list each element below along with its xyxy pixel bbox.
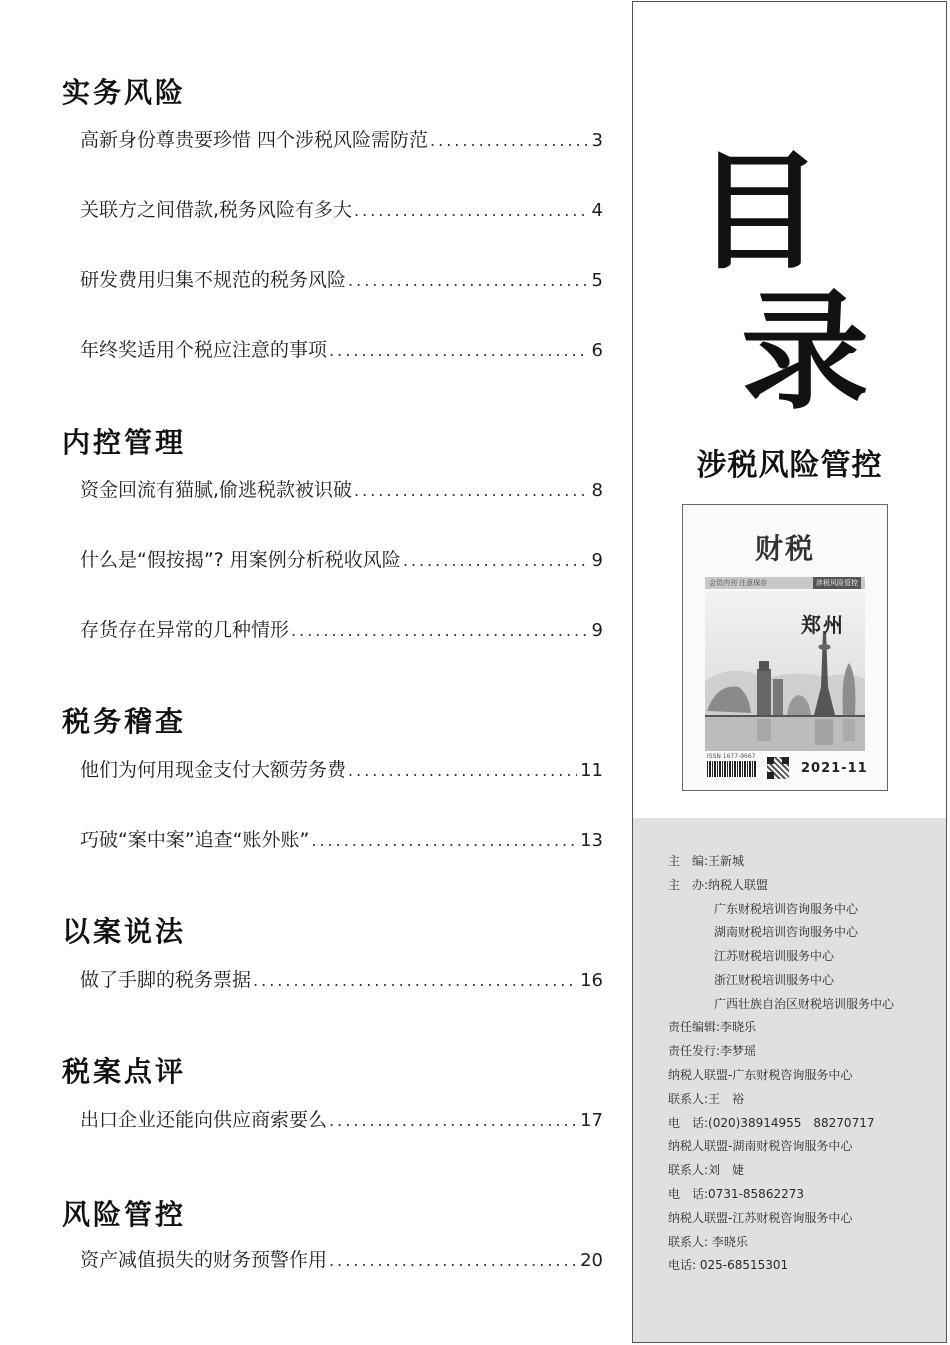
barcode-icon <box>707 761 757 777</box>
section-title-shiwu-fengxian: 实务风险 <box>62 76 187 109</box>
toc-entry[interactable] <box>80 827 603 853</box>
cover-city: 郑州 <box>801 613 845 637</box>
toc-entry-page: 4 <box>591 200 603 221</box>
credit-line: 广东财税培训咨询服务中心 <box>714 902 859 916</box>
dot-leader <box>253 968 577 994</box>
toc-entry[interactable] <box>80 1107 603 1133</box>
credit-line: 主 编:王新城 <box>668 854 745 868</box>
dot-leader <box>329 1248 577 1274</box>
heading-char-lu: 录 <box>741 277 870 427</box>
credit-line: 责任编辑:李晓乐 <box>668 1020 757 1034</box>
toc-entry-title: 年终奖适用个税应注意的事项 <box>80 339 328 361</box>
toc-entry-title: 存货存在异常的几种情形 <box>80 619 290 641</box>
credit-line: 纳税人联盟-江苏财税咨询服务中心 <box>668 1211 853 1225</box>
toc-entry-title: 研发费用归集不规范的税务风险 <box>80 269 347 291</box>
cover-band-right: 涉税风险管控 <box>813 577 861 589</box>
heading-char-mu: 目 <box>695 137 824 287</box>
credit-line: 责任发行:李梦瑶 <box>668 1044 757 1058</box>
toc-entry-page: 20 <box>580 1250 603 1271</box>
toc-entry-page: 17 <box>580 1110 603 1131</box>
toc-entry[interactable] <box>80 337 603 363</box>
cover-band <box>705 577 865 589</box>
dot-leader <box>403 548 589 574</box>
section-title-yi-an-shuo-fa: 以案说法 <box>62 915 187 948</box>
dot-leader <box>291 618 589 644</box>
credit-line: 广西壮族自治区财税培训服务中心 <box>714 997 895 1011</box>
toc-entry-title: 什么是“假按揭”? 用案例分析税收风险 <box>80 549 401 571</box>
toc-entry-title: 资金回流有猫腻,偷逃税款被识破 <box>80 479 353 501</box>
toc-entry[interactable] <box>80 757 603 783</box>
credit-line: 电 话:0731-85862273 <box>668 1187 804 1201</box>
credit-line: 联系人: 李晓乐 <box>668 1235 748 1249</box>
cover-band-left: 会员内刊 注意保存 <box>709 579 768 587</box>
cover-issue-number: 2021-11 <box>801 761 868 776</box>
credit-line: 联系人:刘 婕 <box>668 1163 745 1177</box>
credit-line: 电话: 025-68515301 <box>668 1258 789 1272</box>
section-title-shuiwu-jicha: 税务稽查 <box>62 705 187 738</box>
toc-entry-page: 8 <box>591 480 603 501</box>
toc-entry-page: 5 <box>591 270 603 291</box>
dot-leader <box>329 1108 577 1134</box>
toc-entry[interactable] <box>80 127 603 153</box>
credit-line: 联系人:王 裕 <box>668 1092 745 1106</box>
credit-line: 电 话:(020)38914955 88270717 <box>668 1116 875 1130</box>
toc-entry[interactable] <box>80 197 603 223</box>
section-title-shuian-dianping: 税案点评 <box>62 1055 187 1088</box>
cover-issn: ISSN 1677-9667 <box>707 753 756 760</box>
toc-entry-page: 11 <box>580 760 603 781</box>
toc-entry-title: 出口企业还能向供应商索要么 <box>80 1109 328 1131</box>
cover-logo: 财税 <box>754 532 815 565</box>
toc-entry-title: 关联方之间借款,税务风险有多大 <box>80 199 353 221</box>
credit-line: 浙江财税培训服务中心 <box>714 973 835 987</box>
toc-entry-title: 资产减值损失的财务预警作用 <box>80 1249 328 1271</box>
toc-entry-title: 做了手脚的税务票据 <box>80 969 252 991</box>
toc-entry-page: 3 <box>591 130 603 151</box>
toc-entry[interactable] <box>80 1247 603 1273</box>
qr-code-icon <box>767 757 789 779</box>
credit-line: 江苏财税培训服务中心 <box>714 949 835 963</box>
toc-entry-title: 高新身份尊贵要珍惜 四个涉税风险需防范 <box>80 129 429 151</box>
toc-entry-title: 他们为何用现金支付大额劳务费 <box>80 759 347 781</box>
masthead-credits <box>633 818 946 1342</box>
toc-entry[interactable] <box>80 267 603 293</box>
toc-entry-page: 6 <box>591 340 603 361</box>
credit-line: 主 办:纳税人联盟 <box>668 878 769 892</box>
dot-leader <box>354 198 589 224</box>
credit-line: 纳税人联盟-广东财税咨询服务中心 <box>668 1068 853 1082</box>
dot-leader <box>354 478 589 504</box>
dot-leader <box>329 338 589 364</box>
dot-leader <box>430 128 589 154</box>
cover-thumbnail <box>682 504 888 791</box>
dot-leader <box>311 828 577 854</box>
credit-line: 纳税人联盟-湖南财税咨询服务中心 <box>668 1139 853 1153</box>
magazine-subtitle: 涉税风险管控 <box>696 448 883 483</box>
toc-entry[interactable] <box>80 547 603 573</box>
toc-entry-page: 9 <box>591 620 603 641</box>
toc-entry[interactable] <box>80 967 603 993</box>
dot-leader <box>348 268 589 294</box>
toc-entry-title: 巧破“案中案”追查“账外账” <box>80 829 310 851</box>
section-title-fengxian-guankong: 风险管控 <box>62 1198 187 1231</box>
toc-entry[interactable] <box>80 477 603 503</box>
section-title-neikong-guanli: 内控管理 <box>62 426 187 459</box>
masthead-panel <box>632 1 947 1343</box>
toc-entry-page: 9 <box>591 550 603 571</box>
toc-entry-page: 16 <box>580 970 603 991</box>
toc-entry-page: 13 <box>580 830 603 851</box>
credit-line: 湖南财税培训咨询服务中心 <box>714 925 859 939</box>
toc-entry[interactable] <box>80 617 603 643</box>
dot-leader <box>348 758 577 784</box>
